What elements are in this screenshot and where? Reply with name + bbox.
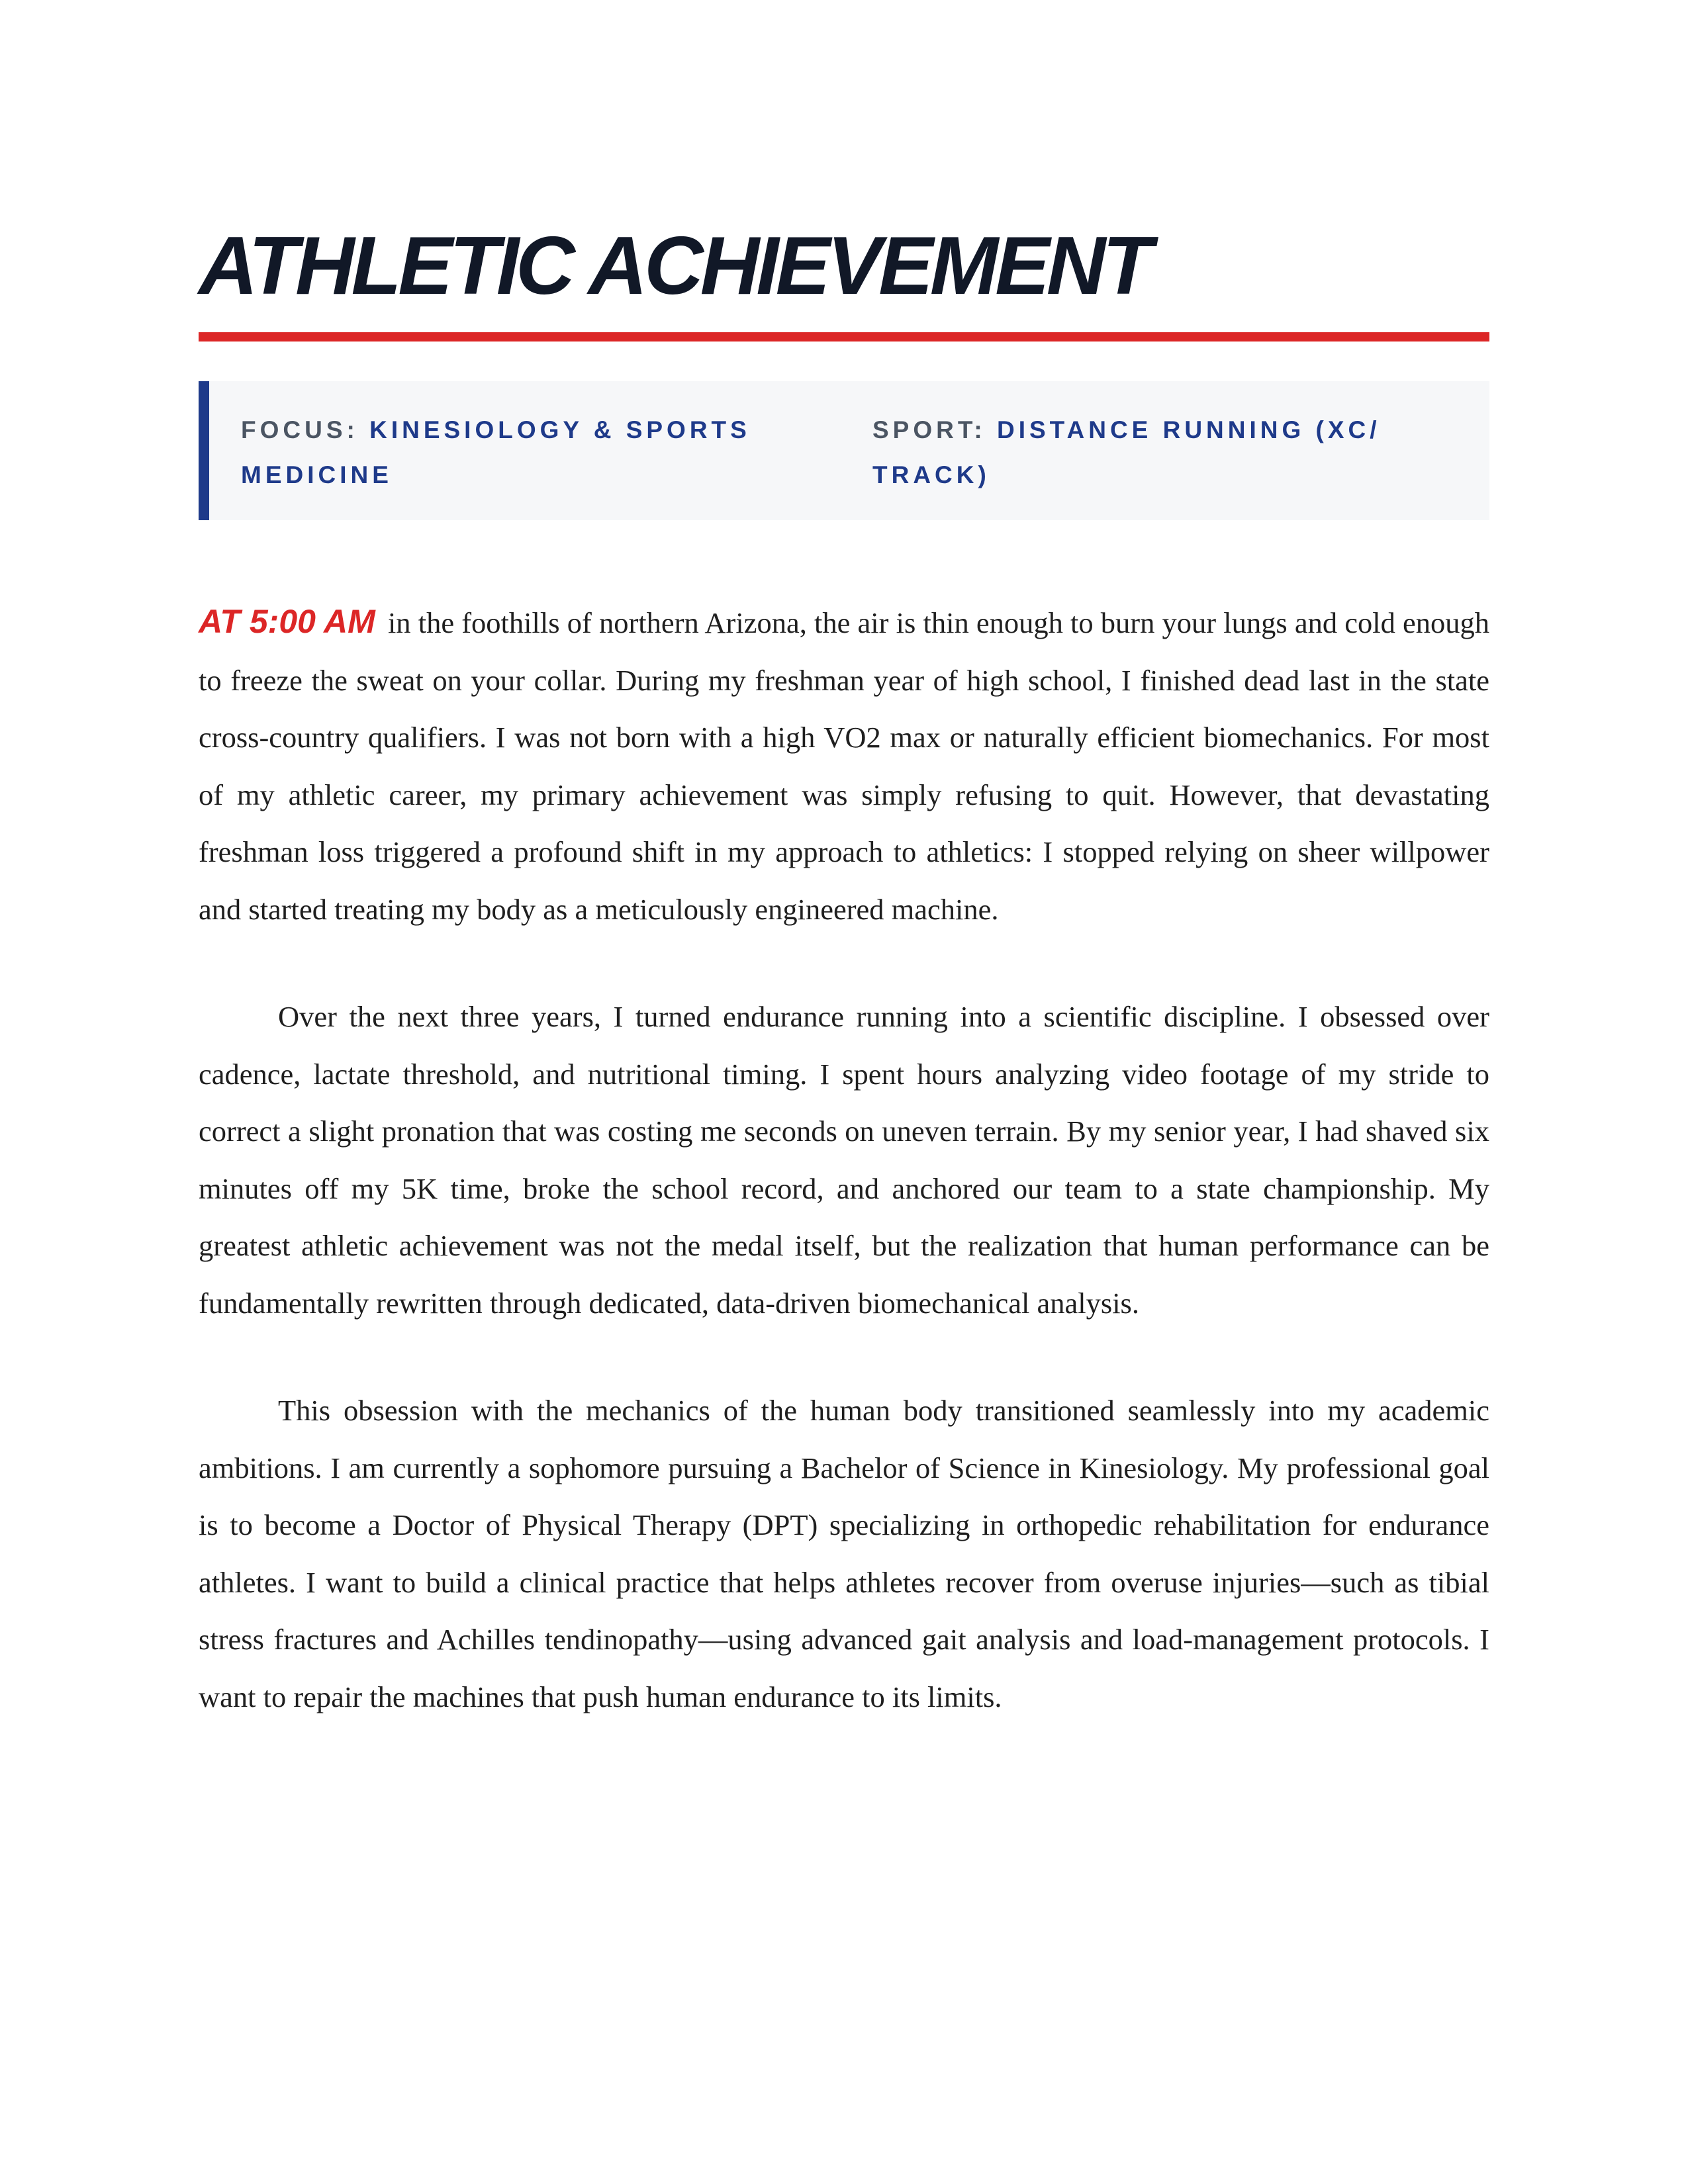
paragraph-1-text: in the foothills of northern Arizona, the air is thin enough to burn your lungs and cold enough to freeze the sweat on your collar. During my freshman year of high school, I finished dead last in the state cross-country qualifiers. I was not born with a high VO2 max or naturally efficient biomechanics. For most of my athletic career, my primary achievement was simply refusing to quit. However, that devastating freshman loss triggered a profound shift in my approach to athletics: I stopped relying on sheer willpower and started treating my body as a meticulously engineered machine. — [199, 606, 1490, 926]
paragraph-1 — [199, 593, 1489, 938]
sport-value: DISTANCE RUNNING (XC/ TRACK) — [872, 416, 1381, 488]
paragraph-2: Over the next three years, I turned endurance running into a scientific discipline. I obsessed over cadence, lactate threshold, and nutritional timing. I spent hours analyzing video footage of my stride to correct a slight pronation that was costing me seconds on uneven terrain. By my senior year, I had shaved six minutes off my 5K time, broke the school record, and anchored our team to a state championship. My greatest athletic achievement was not the medal itself, but the realization that human performance can be fundamentally rewritten through dedicated, data-driven biomechanical analysis. — [199, 1000, 1489, 1320]
meta-info-box — [199, 381, 1489, 520]
essay-body — [199, 593, 1489, 1725]
essay-page — [199, 220, 1490, 1725]
paragraph-3: This obsession with the mechanics of the human body transitioned seamlessly into my academic ambitions. I am currently a sophomore pursuing a Bachelor of Science in Kinesiology. My professional goal is to become a Doctor of Physical Therapy (DPT) specializing in orthopedic rehabilitation for endurance athletes. I want to build a clinical practice that helps athletes recover from overuse injuries—such as tibial stress fractures and Achilles tendinopathy—using advanced gait analysis and load-management protocols. I want to repair the machines that push human endurance to its limits. — [199, 1394, 1489, 1713]
sport-label: SPORT: — [872, 416, 986, 443]
focus-label: FOCUS: — [241, 416, 359, 443]
title-divider — [199, 332, 1489, 341]
page-title: ATHLETIC ACHIEVEMENT — [199, 220, 1150, 312]
focus-field — [241, 408, 784, 498]
lead-in-text: AT 5:00 AM — [199, 603, 375, 640]
sport-field — [872, 408, 1415, 498]
focus-value: KINESIOLOGY & SPORTS MEDICINE — [241, 416, 751, 488]
